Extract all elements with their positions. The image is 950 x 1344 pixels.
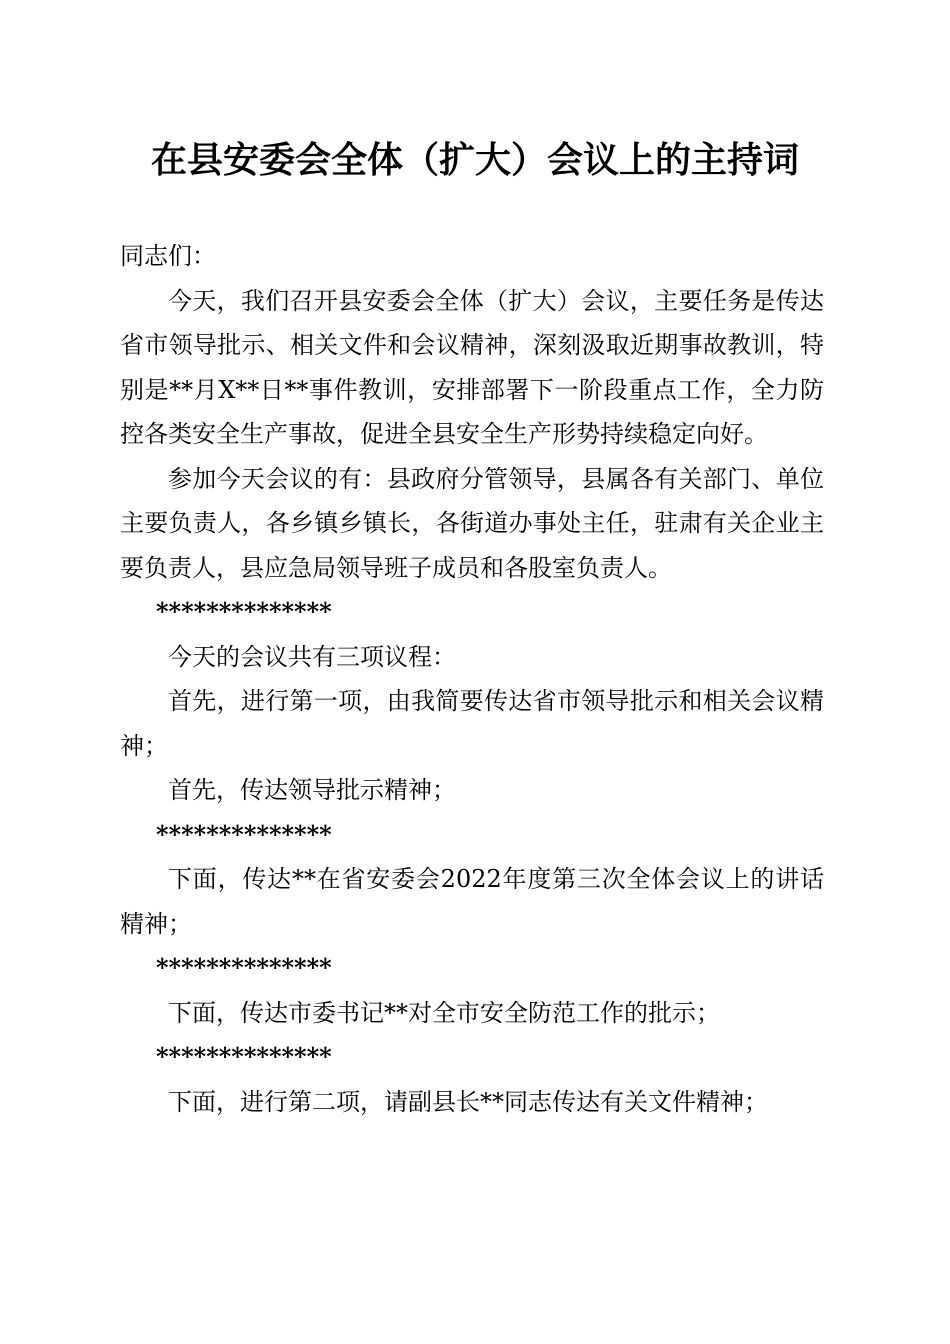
document-title: 在县安委会全体（扩大）会议上的主持词 [150, 139, 799, 181]
salutation: 同志们： [120, 242, 216, 270]
placeholder-stars: ************** [156, 819, 332, 849]
placeholder-stars: ************** [156, 597, 332, 626]
placeholder-stars: ************** [156, 953, 332, 982]
paragraph-item-two: 下面，进行第二项，请副县长**同志传达有关文件精神； [168, 1087, 768, 1116]
paragraph-provincial-speech: 下面，传达**在省安委会2022年度第三次全体会议上的讲话精神； [120, 865, 824, 938]
paragraph-city-secretary: 下面，传达市委书记**对全市安全防范工作的批示； [168, 998, 720, 1027]
paragraph-agenda: 今天的会议共有三项议程： [168, 642, 456, 671]
paragraph-leader-instructions: 首先，传达领导批示精神； [168, 776, 456, 804]
paragraph-attendees: 参加今天会议的有：县政府分管领导，县属各有关部门、单位主要负责人，各乡镇乡镇长，各街道办事处主任，驻肃有关企业主要负责人，县应急局领导班子成员和各股室负责人。 [120, 464, 824, 582]
paragraph-item-one: 首先，进行第一项，由我简要传达省市领导批示和相关会议精神； [120, 687, 824, 760]
placeholder-stars: ************** [156, 1042, 332, 1071]
document-body [120, 234, 824, 1124]
paragraph-intro: 今天，我们召开县安委会全体（扩大）会议，主要任务是传达省市领导批示、相关文件和会议精神，深刻汲取近期事故教训，特别是**月X**日**事件教训，安排部署下一阶段重点工作，全力防控各类安全生产事故，促进全县安全生产形势持续稳定向好。 [120, 286, 824, 448]
